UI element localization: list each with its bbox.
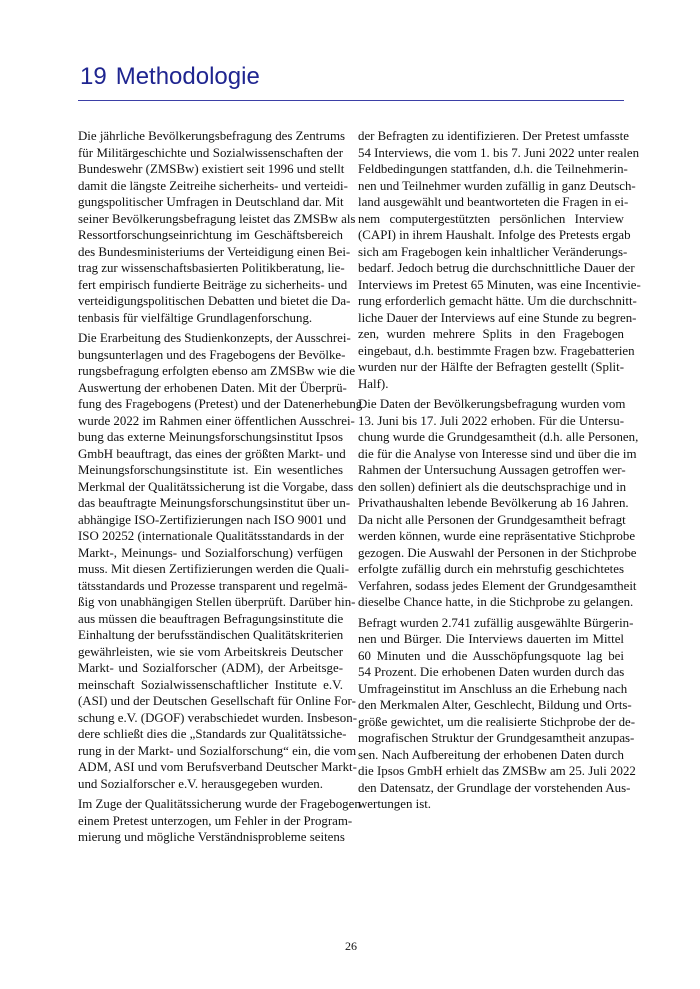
text-line: die Ipsos GmbH erhielt das ZMSBw am 25. Juli 2022 (358, 764, 636, 778)
text-line: eingebaut, d.h. bestimmte Fragen bzw. Fragebatterien (358, 343, 635, 358)
page-number: 26 (345, 939, 357, 953)
text-line: Da nicht alle Personen der Grundgesamtheit befragt (358, 512, 626, 527)
text-line: fung des Fragebogens (Pretest) und der Datenerhebung (78, 397, 363, 411)
column-right (358, 128, 641, 817)
text-line: Die Daten der Bevölkerungsbefragung wurden vom (358, 397, 626, 411)
text-line: dieselbe Chance hatte, in die Stichprobe zu gelangen. (358, 595, 634, 609)
text-line: sen. Nach Aufbereitung der erhobenen Daten durch (358, 747, 624, 762)
text-line: erfolgte zufällig durch ein mehrstufig geschichtetes (358, 562, 624, 576)
text-line: 13. Juni bis 17. Juli 2022 erhoben. Für die Untersu- (358, 413, 624, 428)
text-line: damit die längste Zeitreihe sicherheits- und verteidi- (78, 178, 348, 193)
text-line: Im Zuge der Qualitätssicherung wurde der Fragebogen (78, 797, 361, 811)
text-line: rung in der Markt- und Sozialforschung“ ein, die vom (78, 743, 357, 758)
heading-rule (78, 100, 624, 101)
text-line: Interviews im Pretest 65 Minuten, was eine Incentivie- (358, 277, 641, 292)
text-line: seiner Bevölkerungsbefragung leistet das ZMSBw als (78, 211, 356, 226)
text-line: abhängige ISO-Zertifizierungen nach ISO 9001 und (78, 512, 347, 527)
text-line: bungsunterlagen und des Fragebogens der Bevölke- (78, 347, 346, 362)
text-line: gezogen. Die Auswahl der Personen in der Stichprobe (358, 545, 637, 560)
text-line: und Sozialforscher e.V. herausgegeben wurden. (78, 776, 323, 791)
text-line: Markt- und Sozialforscher (ADM), der Arbeitsge- (78, 661, 343, 675)
text-line: trag zur wissenschaftsbasierten Politikberatung, lie- (78, 261, 345, 275)
text-line: fert empirisch fundierte Beiträge zu sicherheits- und (78, 277, 348, 292)
text-line: land ausgewählt und beantworteten die Fragen in ei- (358, 195, 629, 209)
text-line: wurde 2022 im Rahmen einer öffentlichen Ausschrei- (78, 413, 355, 428)
text-line: werden können, wurde eine repräsentative Stichprobe (358, 529, 636, 543)
chapter-number: 19 (80, 63, 107, 90)
text-line: Rahmen der Untersuchung Aussagen getroffen wer- (358, 463, 626, 477)
text-line: des Bundesministeriums der Verteidigung einen Bei- (78, 244, 351, 259)
text-line: nem computergestützten persönlichen Interview (358, 211, 624, 226)
text-line: aus müssen die beauftragen Befragungsinstitute die (78, 611, 344, 626)
text-line: Privathaushalten lebende Bevölkerung ab 16 Jahren. (358, 496, 629, 510)
text-line: Die jährliche Bevölkerungsbefragung des Zentrums (78, 129, 346, 143)
paragraph (358, 128, 641, 392)
text-line: wertungen ist. (358, 797, 432, 811)
paragraph (358, 615, 636, 813)
text-line: chung wurde die Grundgesamtheit (d.h. alle Personen, (358, 430, 639, 444)
text-line: gungspolitischer Umfragen in Deutschland dar. Mit (78, 195, 344, 209)
text-line: den Merkmalen Alter, Geschlecht, Bildung und Orts- (358, 698, 632, 712)
text-line: tenbasis für vielfältige Grundlagenforschung. (78, 310, 313, 325)
text-line: Einhaltung der berufsständischen Qualitätskriterien (78, 628, 344, 642)
text-line: ISO 20252 (internationale Qualitätsstandards in der (78, 529, 344, 543)
text-line: Bundeswehr (ZMSBw) existiert seit 1996 und stellt (78, 162, 345, 176)
text-line: einem Pretest unterzogen, um Fehler in der Program- (78, 813, 353, 828)
text-line: der Befragten zu identifizieren. Der Pretest umfasste (358, 129, 629, 143)
text-line: sich am Fragebogen kein inhaltlicher Veränderungs- (358, 244, 628, 259)
text-line: 54 Prozent. Die erhobenen Daten wurden durch das (358, 665, 625, 679)
paragraph (358, 396, 639, 611)
text-line: ADM, ASI und vom Berufsverband Deutscher Markt- (78, 760, 357, 774)
text-line: Merkmal der Qualitätssicherung ist die Vorgabe, dass (78, 479, 354, 494)
chapter-heading (80, 61, 260, 93)
text-line: dere schließt dies die „Standards zur Qualitätssiche- (78, 727, 347, 741)
text-line: Auswertung der erhobenen Daten. Mit der Überprü- (78, 380, 347, 395)
text-line: mografischen Struktur der Grundgesamtheit anzupas- (358, 731, 635, 745)
column-left (78, 128, 363, 850)
text-line: die für die Analyse von Interesse sind und über die im (358, 446, 637, 461)
text-line: den sollen) definiert als die deutschsprachige und in (358, 479, 627, 494)
text-line: zen, wurden mehrere Splits in den Fragebogen (358, 327, 624, 341)
text-line: Half). (358, 376, 389, 391)
text-line: bung das externe Meinungsforschungsinstitut Ipsos (78, 430, 343, 444)
text-line: Verfahren, sodass jedes Element der Grundgesamtheit (358, 578, 637, 593)
text-line: (ASI) und der Deutschen Gesellschaft für Online For- (78, 694, 356, 708)
text-line: tätsstandards und Prozesse transparent und regelmä- (78, 578, 348, 593)
text-line: Die Erarbeitung des Studienkonzepts, der Ausschrei- (78, 331, 351, 345)
text-line: gewährleisten, wie sie vom Arbeitskreis Deutscher (78, 644, 343, 659)
text-line: 60 Minuten und die Ausschöpfungsquote lag bei (358, 648, 624, 663)
text-line: schung e.V. (DGOF) verabschiedet wurden. Insbeson- (78, 710, 357, 725)
text-line: größe gewichtet, um die realisierte Stichprobe der de- (358, 714, 636, 729)
text-line: Markt-, Meinungs- und Sozialforschung) verfügen (78, 545, 343, 560)
text-line: meinschaft Sozialwissenschaftlicher Institute e.V. (78, 677, 343, 692)
text-line: ßig von unabhängigen Stellen überprüft. Darüber hin- (78, 595, 356, 609)
text-line: bedarf. Jedoch betrug die durchschnittliche Dauer der (358, 261, 635, 275)
text-line: für Militärgeschichte und Sozialwissenschaften der (78, 145, 343, 160)
text-line: Ressortforschungseinrichtung im Geschäftsbereich (78, 228, 343, 242)
text-line: rungsbefragung erfolgten ebenso am ZMSBw wie die (78, 364, 356, 378)
text-line: rung erforderlich gemacht hätte. Um die durchschnitt- (358, 294, 637, 308)
text-line: nen und Teilnehmer wurden zufällig in ganz Deutsch- (358, 178, 636, 193)
text-line: 54 Interviews, die vom 1. bis 7. Juni 2022 unter realen (358, 145, 640, 160)
text-line: das beauftragte Meinungsforschungsinstitut über un- (78, 496, 351, 510)
paragraph (78, 796, 361, 846)
text-line: wurden nur der Hälfte der Befragten gestellt (Split- (358, 360, 624, 374)
text-line: GmbH beauftragt, das eines der größten Markt- und (78, 446, 346, 461)
chapter-title: Methodologie (115, 63, 260, 90)
text-line: mierung und mögliche Verständnisprobleme seitens (78, 830, 345, 844)
text-line: Feldbedingungen stattfanden, d.h. die Teilnehmerin- (358, 162, 628, 176)
text-line: Umfrageinstitut im Anschluss an die Erhebung nach (358, 681, 628, 696)
paragraph (78, 128, 356, 326)
text-line: den Datensatz, der Grundlage der vorstehenden Aus- (358, 780, 631, 795)
paragraph (78, 330, 363, 792)
text-line: (CAPI) in ihrem Haushalt. Infolge des Pretests ergab (358, 228, 631, 242)
text-line: Meinungsforschungsinstitute ist. Ein wesentliches (78, 463, 343, 477)
text-line: liche Dauer der Interviews auf eine Stunde zu begren- (358, 310, 637, 325)
text-line: muss. Mit diesen Zertifizierungen werden die Quali- (78, 562, 349, 576)
text-line: nen und Bürger. Die Interviews dauerten im Mittel (358, 632, 624, 646)
text-line: Befragt wurden 2.741 zufällig ausgewählte Bürgerin- (358, 615, 634, 630)
text-line: verteidigungspolitischen Debatten und bietet die Da- (78, 294, 351, 308)
